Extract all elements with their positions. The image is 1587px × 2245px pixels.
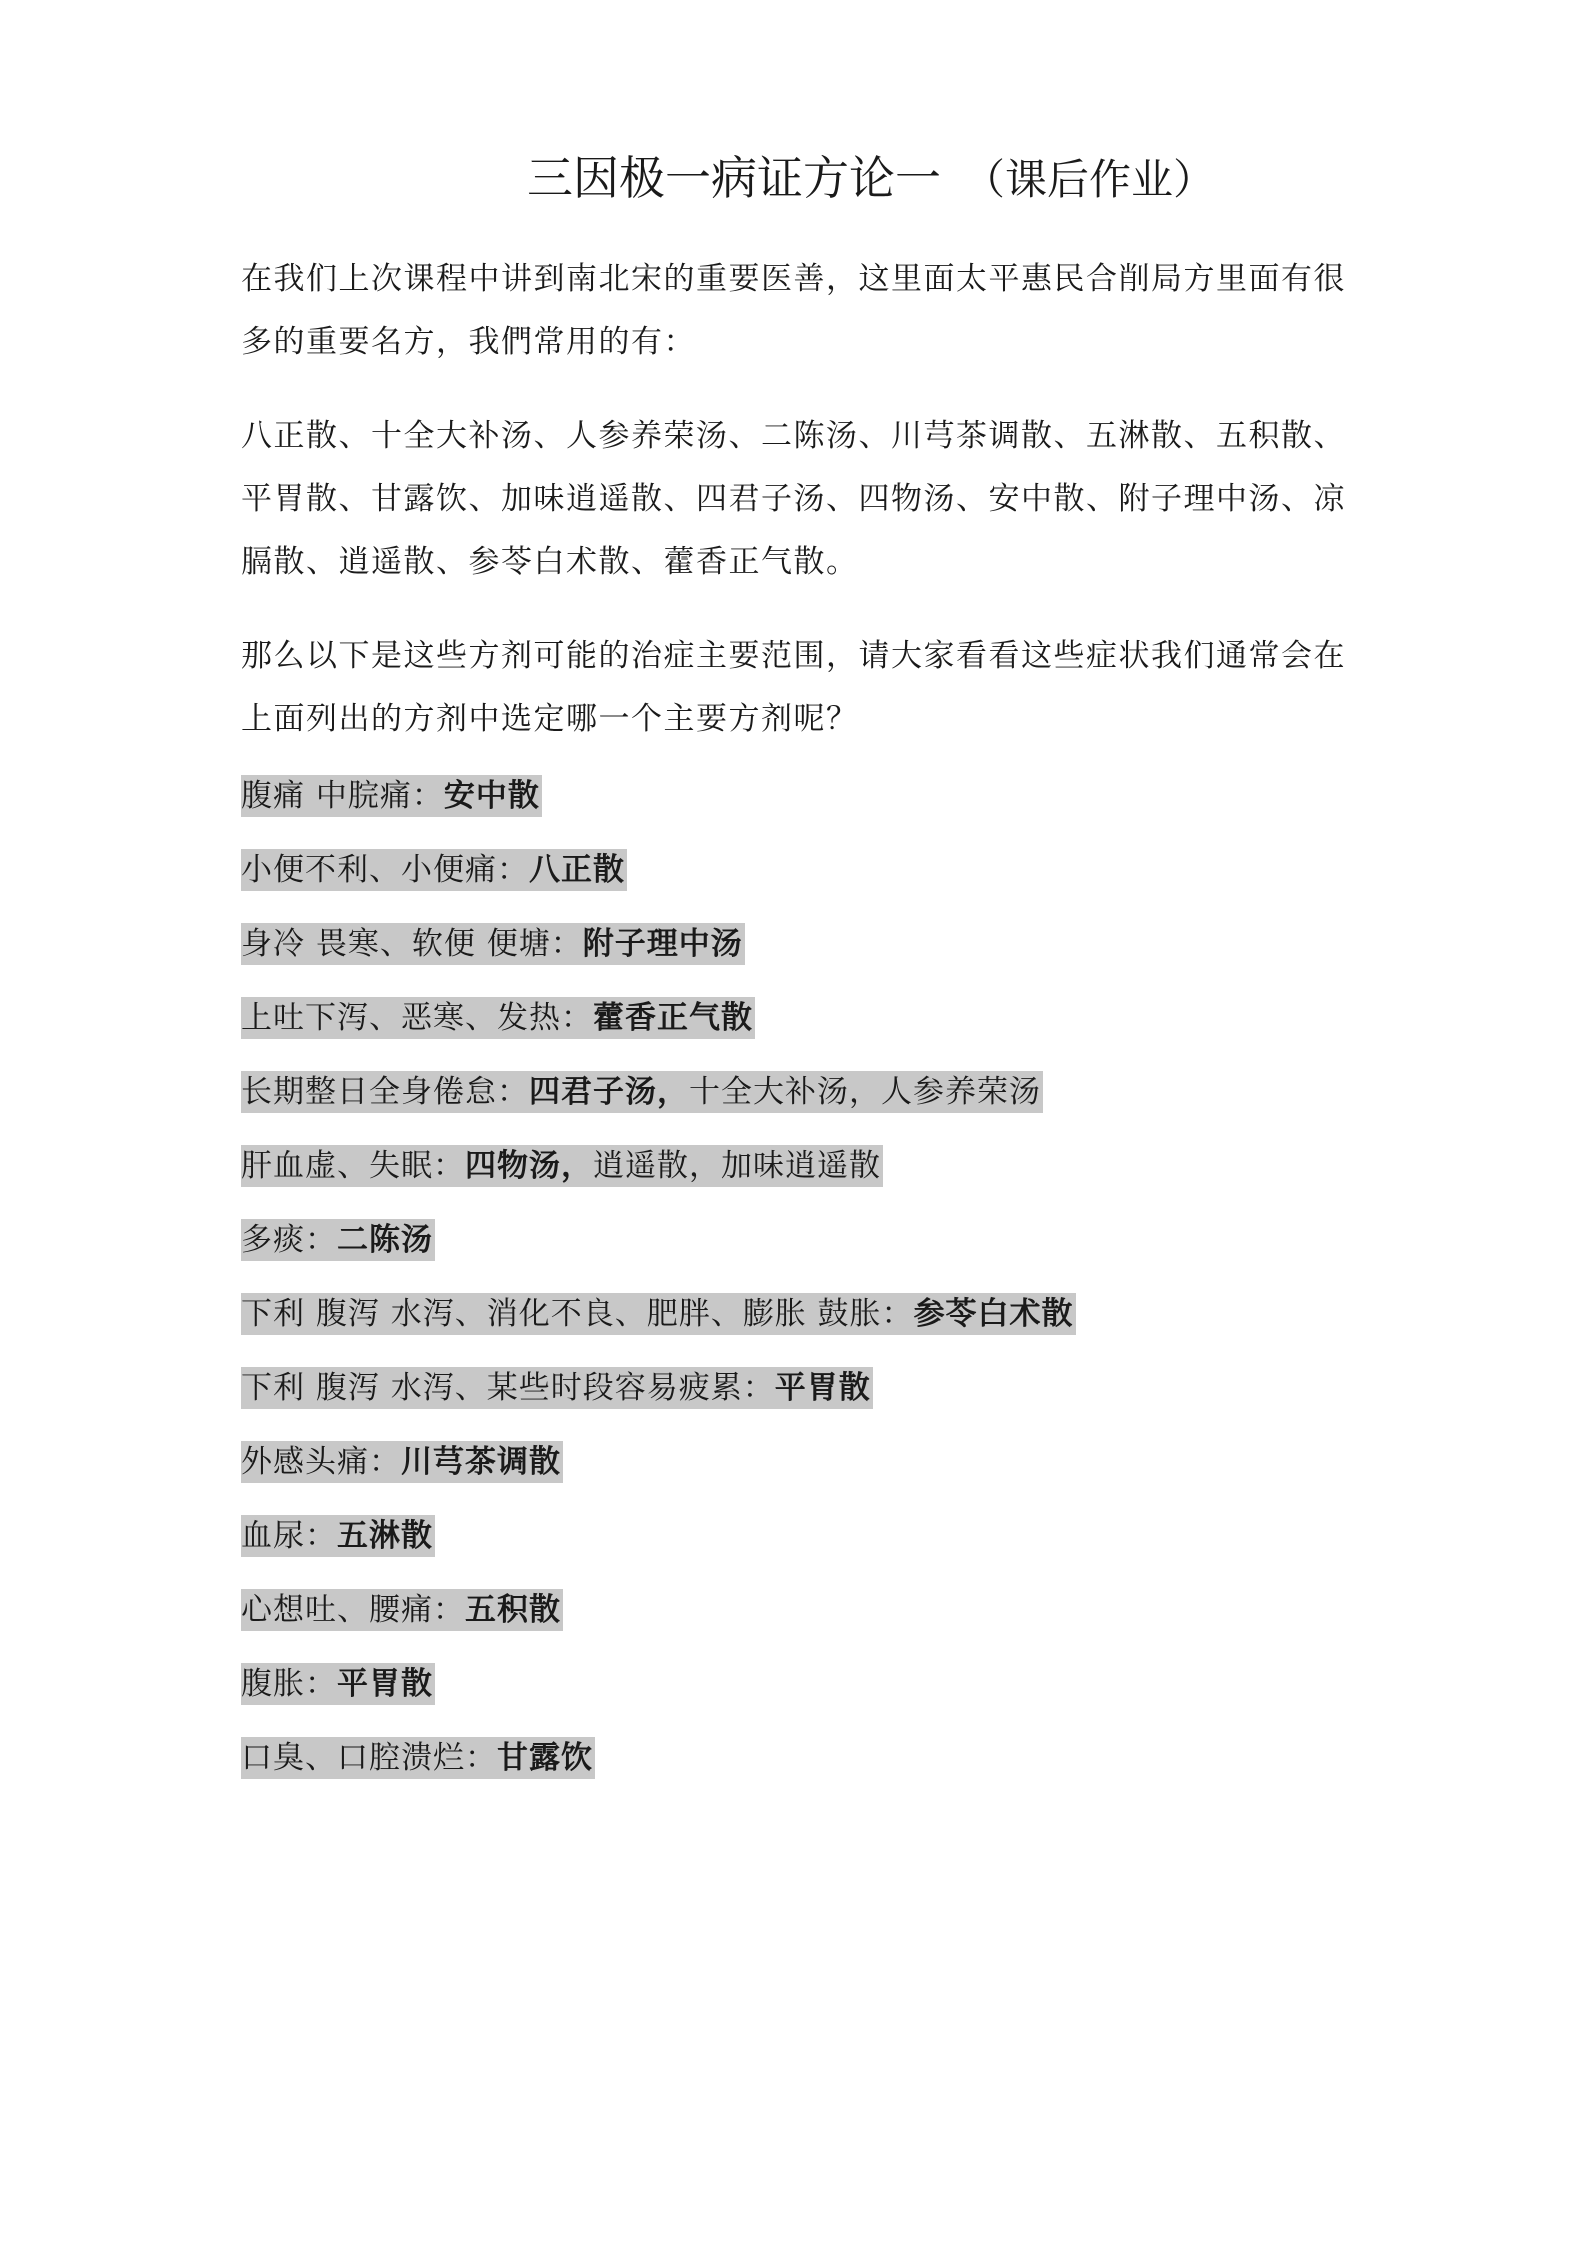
answer-text: 四君子汤， — [529, 1074, 689, 1110]
symptom-text: 腹胀： — [241, 1666, 337, 1702]
symptom-text: 下利 腹泻 水泻、某些时段容易疲累： — [241, 1370, 775, 1406]
highlighted-line — [241, 1145, 883, 1187]
answer-text: 五积散 — [465, 1592, 561, 1628]
highlighted-line — [241, 775, 542, 817]
symptom-text: 心想吐、腰痛： — [241, 1592, 465, 1628]
symptom-text: 下利 腹泻 水泻、消化不良、肥胖、膨胀 鼓胀： — [241, 1296, 914, 1332]
symptom-text: 肝血虚、失眠： — [241, 1148, 465, 1184]
symptom-text: 多痰： — [241, 1222, 337, 1258]
answer-text: 甘露饮 — [497, 1740, 593, 1776]
answer-text: 五淋散 — [337, 1518, 433, 1554]
highlighted-line — [241, 923, 745, 965]
page-title — [241, 148, 1351, 210]
symptom-text: 小便不利、小便痛： — [241, 852, 529, 888]
highlighted-line — [241, 849, 627, 891]
symptom-text: 口臭、口腔溃烂： — [241, 1740, 497, 1776]
answer-text: 二陈汤 — [337, 1222, 433, 1258]
answer-item — [241, 1663, 1351, 1737]
formula-list-paragraph: 八正散、十全大补汤、人参养荣汤、二陈汤、川芎茶调散、五淋散、五积散、平胃散、甘露饮、加味逍遥散、四君子汤、四物汤、安中散、附子理中汤、凉膈散、逍遥散、参苓白术散、藿香正气散。 — [241, 418, 1346, 580]
answer-item — [241, 923, 1351, 997]
highlighted-line — [241, 1071, 1043, 1113]
answer-item — [241, 1441, 1351, 1515]
symptom-text: 外感头痛： — [241, 1444, 401, 1480]
highlighted-line — [241, 1589, 563, 1631]
answer-item — [241, 1071, 1351, 1145]
highlighted-line — [241, 1663, 435, 1705]
answer-item — [241, 1145, 1351, 1219]
answer-item — [241, 1367, 1351, 1441]
highlighted-line — [241, 1293, 1076, 1335]
answer-item — [241, 849, 1351, 923]
answer-item — [241, 1737, 1351, 1811]
answer-item — [241, 997, 1351, 1071]
highlighted-line — [241, 1441, 563, 1483]
question-paragraph: 那么以下是这些方剂可能的治症主要范围，请大家看看这些症状我们通常会在上面列出的方剂中选定哪一个主要方剂呢？ — [241, 638, 1346, 737]
answer-item — [241, 1515, 1351, 1589]
symptom-text: 上吐下泻、恶寒、发热： — [241, 1000, 593, 1036]
answer-item — [241, 775, 1351, 849]
answer-item — [241, 1589, 1351, 1663]
answer-text: 平胃散 — [337, 1666, 433, 1702]
highlighted-line — [241, 1367, 873, 1409]
answer-item — [241, 1219, 1351, 1293]
answer-text: 平胃散 — [774, 1370, 871, 1406]
answer-text: 八正散 — [529, 852, 625, 888]
answer-item — [241, 1293, 1351, 1367]
answer-text: 川芎茶调散 — [401, 1444, 561, 1480]
intro-paragraph: 在我们上次课程中讲到南北宋的重要医善，这里面太平惠民合削局方里面有很多的重要名方，我們常用的有： — [241, 261, 1346, 360]
symptom-text: 身冷 畏寒、软便 便塘： — [241, 926, 583, 962]
answer-list — [241, 775, 1351, 1811]
highlighted-line — [241, 997, 755, 1039]
title-main: 三因极一病证方论一 — [526, 151, 941, 205]
answer-text: 安中散 — [443, 778, 540, 814]
title-sub: （课后作业） — [962, 155, 1215, 204]
answer-text: 四物汤， — [465, 1148, 593, 1184]
highlighted-line — [241, 1515, 435, 1557]
answer-text: 参苓白术散 — [913, 1296, 1074, 1332]
highlighted-line — [241, 1737, 595, 1779]
symptom-text: 长期整日全身倦怠： — [241, 1074, 529, 1110]
answer-text: 附子理中汤 — [582, 926, 743, 962]
highlighted-line — [241, 1219, 435, 1261]
extra-text: 逍遥散，加味逍遥散 — [593, 1148, 881, 1184]
symptom-text: 血尿： — [241, 1518, 337, 1554]
extra-text: 十全大补汤，人参养荣汤 — [689, 1074, 1041, 1110]
symptom-text: 腹痛 中脘痛： — [241, 778, 444, 814]
answer-text: 藿香正气散 — [593, 1000, 753, 1036]
